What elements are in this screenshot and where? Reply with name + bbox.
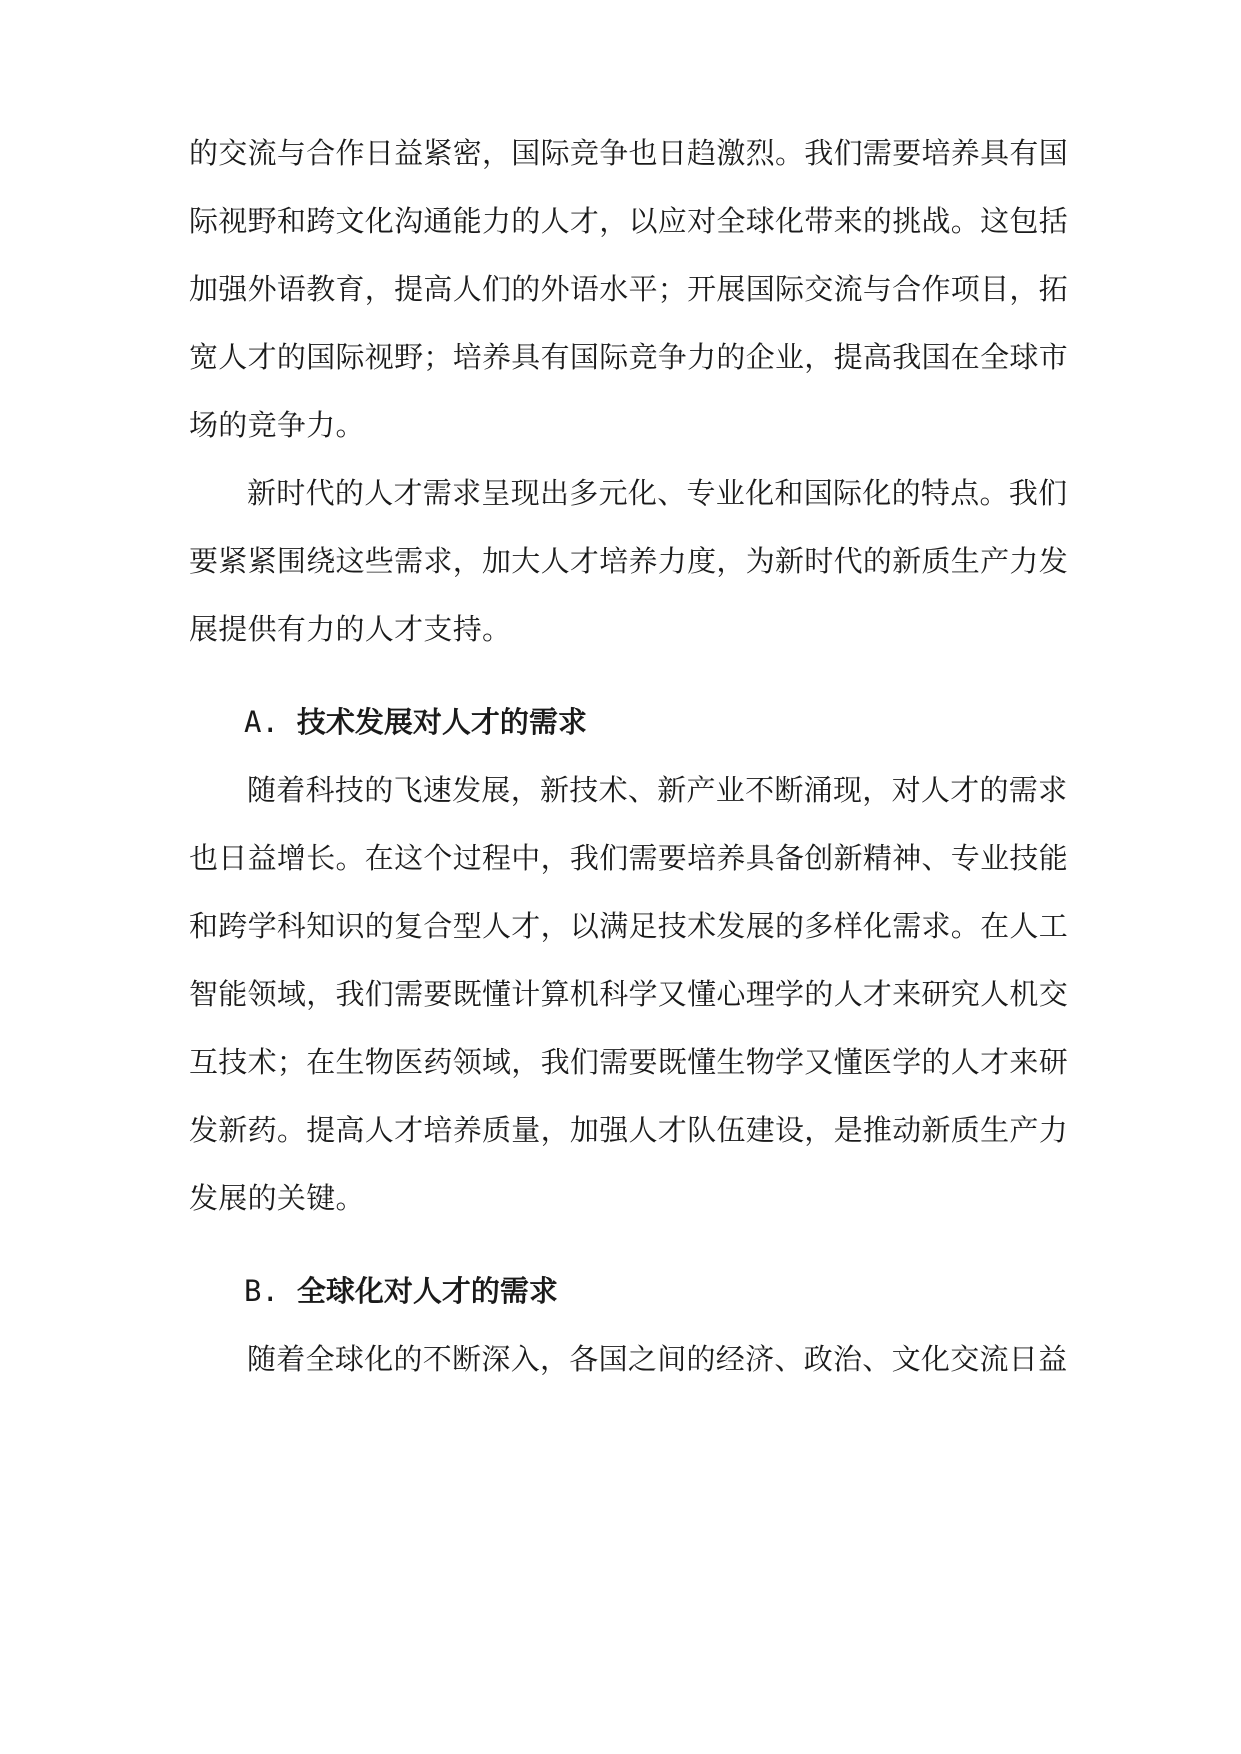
section-title: 技术发展对人才的需求 [296,705,587,739]
paragraph-line: 互技术；在生物医药领域，我们需要既懂生物学又懂医学的人才来研 [189,1045,1069,1079]
paragraph-line: 随着科技的飞速发展，新技术、新产业不断涌现，对人才的需求 [247,773,1068,807]
paragraph-line: 智能领域，我们需要既懂计算机科学又懂心理学的人才来研究人机交 [189,977,1069,1011]
section-heading-b [244,1271,558,1311]
section-marker: A. [244,705,279,739]
section-marker: B. [244,1274,279,1308]
paragraph-line: 场的竞争力。 [189,408,365,442]
paragraph-line: 发新药。提高人才培养质量，加强人才队伍建设，是推动新质生产力 [189,1113,1069,1147]
paragraph-line: 宽人才的国际视野；培养具有国际竞争力的企业，提高我国在全球市 [189,340,1069,374]
paragraph-line: 加强外语教育，提高人们的外语水平；开展国际交流与合作项目，拓 [189,272,1069,306]
paragraph-line: 展提供有力的人才支持。 [189,612,512,646]
paragraph-line: 际视野和跨文化沟通能力的人才，以应对全球化带来的挑战。这包括 [189,204,1069,238]
section-heading-a [244,702,587,742]
paragraph-line: 随着全球化的不断深入，各国之间的经济、政治、文化交流日益 [247,1342,1068,1376]
paragraph-line: 和跨学科知识的复合型人才，以满足技术发展的多样化需求。在人工 [189,909,1069,943]
paragraph-line: 的交流与合作日益紧密，国际竞争也日趋激烈。我们需要培养具有国 [189,136,1069,170]
paragraph-line: 发展的关键。 [189,1181,365,1215]
section-title: 全球化对人才的需求 [296,1274,558,1308]
paragraph-line: 新时代的人才需求呈现出多元化、专业化和国际化的特点。我们 [247,476,1068,510]
paragraph-line: 也日益增长。在这个过程中，我们需要培养具备创新精神、专业技能 [189,841,1069,875]
paragraph-line: 要紧紧围绕这些需求，加大人才培养力度，为新时代的新质生产力发 [189,544,1069,578]
